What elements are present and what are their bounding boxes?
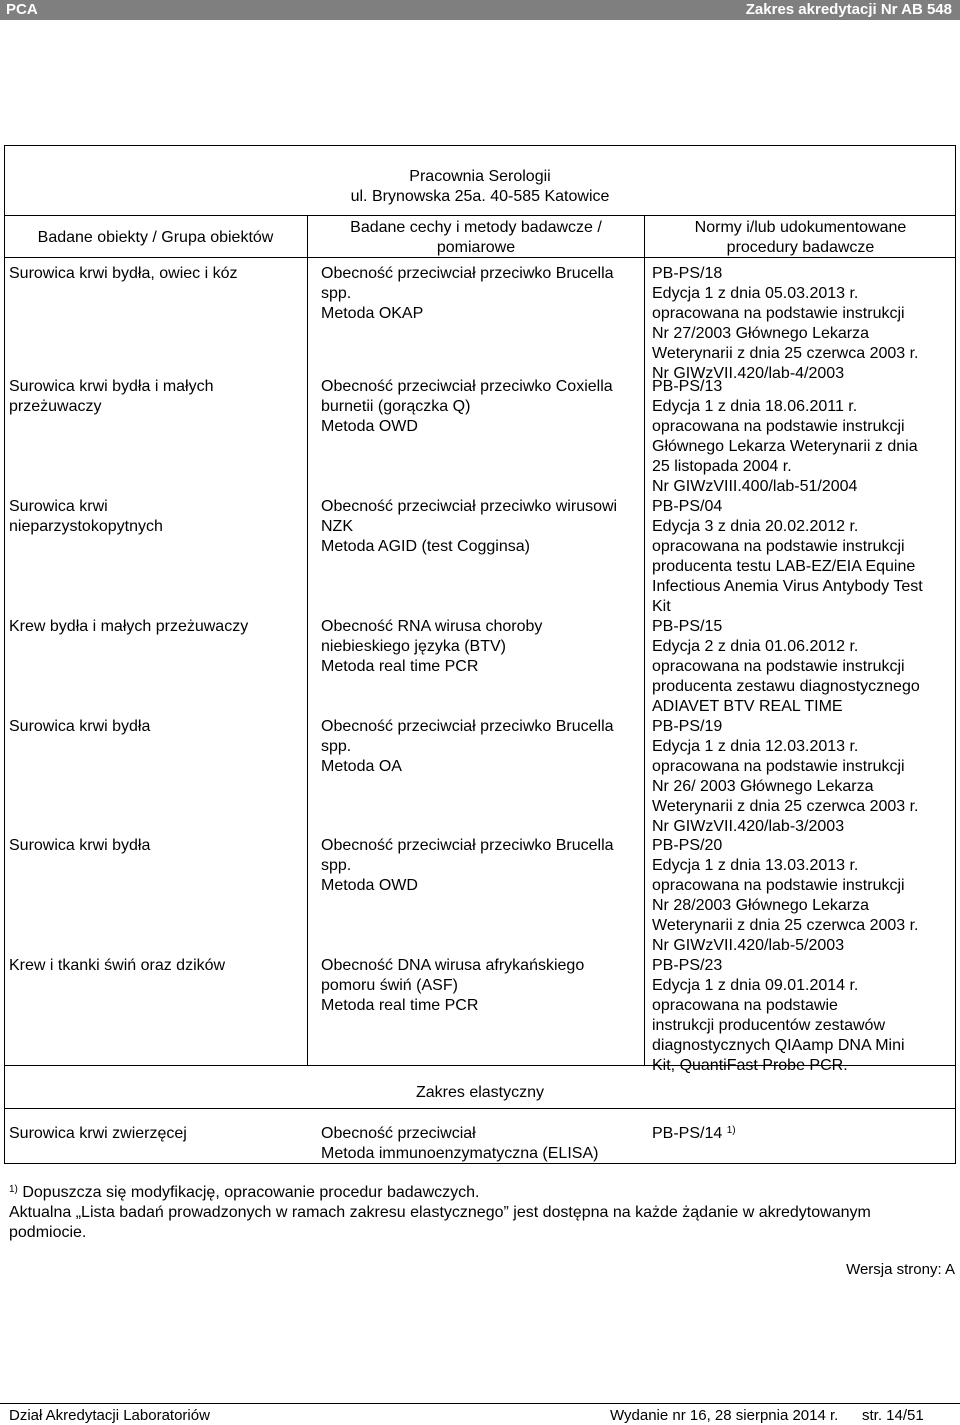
header-accreditation-number: Zakres akredytacji Nr AB 548 — [745, 1, 952, 18]
lab-address: ul. Brynowska 25a. 40-585 Katowice — [350, 188, 610, 205]
row-method-line: Obecność DNA wirusa afrykańskiego — [321, 957, 585, 974]
row-norm — [652, 836, 952, 956]
row-norm-line: Nr GIWzVIII.400/lab-51/2004 — [652, 478, 858, 495]
row-norm-line: opracowana na podstawie instrukcji — [652, 538, 905, 555]
flexible-method: Obecność przeciwciał Metoda immunoenzymatyczna (ELISA) — [321, 1125, 599, 1162]
row-object — [9, 617, 305, 637]
row-method-line: spp. — [321, 285, 352, 302]
row-norm — [652, 497, 952, 617]
row-method-line: NZK — [321, 518, 353, 535]
row-method-line: Metoda OKAP — [321, 305, 424, 322]
row-method-line: spp. — [321, 857, 352, 874]
row-norm — [652, 717, 952, 837]
column-header-objects: Badane obiekty / Grupa obiektów — [37, 229, 274, 246]
row-norm-line: PB-PS/19 — [652, 718, 723, 735]
row-norm-line: diagnostycznych QIAamp DNA Mini — [652, 1037, 905, 1054]
row-norm-line: PB-PS/23 — [652, 957, 723, 974]
row-norm-line: opracowana na podstawie instrukcji — [652, 418, 905, 435]
row-norm-line: Edycja 2 z dnia 01.06.2012 r. — [652, 638, 859, 655]
row-method-line: Obecność przeciwciał przeciwko Brucella — [321, 265, 614, 282]
footnote: $^{1)}$ Dopuszcza się modyfikację, opracowanie procedur badawczych. Aktualna „Lista badań prowadzonych w ramach zakresu elastycznego” jest dostępna na każde żądanie w akredytowanym podmiocie. — [9, 1184, 871, 1241]
column-header-methods: Badane cechy i metody badawcze / pomiarowe — [350, 219, 602, 256]
row-method-line: Metoda real time PCR — [321, 658, 479, 675]
row-method-line: niebieskiego języka (BTV) — [321, 638, 506, 655]
row-object-line: Krew i tkanki świń oraz dzików — [9, 957, 226, 974]
row-norm-line: Edycja 3 z dnia 20.02.2012 r. — [652, 518, 859, 535]
row-norm-line: PB-PS/15 — [652, 618, 723, 635]
column-header-norms: Normy i/lub udokumentowane procedury badawcze — [694, 219, 907, 256]
row-method-line: Metoda OWD — [321, 418, 418, 435]
row-norm-line: opracowana na podstawie instrukcji — [652, 877, 905, 894]
row-method — [321, 836, 641, 896]
row-object-line: Surowica krwi — [9, 498, 108, 515]
row-method — [321, 956, 641, 1016]
row-norm-line: producenta zestawu diagnostycznego — [652, 678, 920, 695]
row-norm-line: Weterynarii z dnia 25 czerwca 2003 r. — [652, 798, 919, 815]
table-divider — [307, 215, 308, 1065]
row-norm — [652, 617, 952, 717]
footer-page-number: str. 14/51 — [862, 1407, 924, 1424]
row-method-line: Metoda real time PCR — [321, 997, 479, 1014]
row-method-line: Obecność przeciwciał przeciwko Coxiella — [321, 378, 613, 395]
row-norm-line: Kit — [652, 598, 671, 615]
row-object — [9, 956, 305, 976]
row-norm-line: Nr 26/ 2003 Głównego Lekarza — [652, 778, 874, 795]
row-object-line: przeżuwaczy — [9, 398, 102, 415]
row-object-line: Surowica krwi bydła i małych — [9, 378, 214, 395]
row-method-line: spp. — [321, 738, 352, 755]
row-method — [321, 617, 641, 677]
row-object-line: nieparzystokopytnych — [9, 518, 163, 535]
row-norm-line: PB-PS/04 — [652, 498, 723, 515]
footer-divider — [0, 1403, 960, 1404]
row-norm-line: Edycja 1 z dnia 09.01.2014 r. — [652, 977, 859, 994]
row-method-line: burnetii (gorączka Q) — [321, 398, 471, 415]
table-divider — [644, 215, 645, 1065]
row-method — [321, 497, 641, 557]
row-method-line: Obecność przeciwciał przeciwko Brucella — [321, 837, 614, 854]
flexible-norm: PB-PS/14 $^{1)}$ — [652, 1125, 736, 1142]
row-object — [9, 377, 305, 417]
row-norm-line: opracowana na podstawie instrukcji — [652, 758, 905, 775]
row-norm-line: opracowana na podstawie — [652, 997, 838, 1014]
row-norm-line: Infectious Anemia Virus Antybody Test — [652, 578, 923, 595]
row-norm-line: Edycja 1 z dnia 12.03.2013 r. — [652, 738, 859, 755]
row-norm-line: Edycja 1 z dnia 13.03.2013 r. — [652, 857, 859, 874]
row-norm-line: opracowana na podstawie instrukcji — [652, 658, 905, 675]
row-norm — [652, 264, 952, 384]
row-norm-line: 25 listopada 2004 r. — [652, 458, 792, 475]
row-norm-line: PB-PS/18 — [652, 265, 723, 282]
row-object-line: Krew bydła i małych przeżuwaczy — [9, 618, 249, 635]
row-method-line: Metoda OWD — [321, 877, 418, 894]
row-norm — [652, 377, 952, 497]
row-method-line: pomoru świń (ASF) — [321, 977, 458, 994]
row-method-line: Obecność przeciwciał przeciwko Brucella — [321, 718, 614, 735]
page-version: Wersja strony: A — [846, 1261, 955, 1278]
row-norm-line: Weterynarii z dnia 25 czerwca 2003 r. — [652, 917, 919, 934]
row-method — [321, 717, 641, 777]
row-norm-line: Kit, QuantiFast Probe PCR. — [652, 1057, 848, 1074]
row-method-line: Metoda AGID (test Cogginsa) — [321, 538, 530, 555]
row-object-line: Surowica krwi bydła — [9, 837, 151, 854]
footer-edition: Wydanie nr 16, 28 sierpnia 2014 r. — [610, 1407, 839, 1424]
row-norm-line: instrukcji producentów zestawów — [652, 1017, 885, 1034]
row-norm-line: PB-PS/13 — [652, 378, 723, 395]
row-norm-line: producenta testu LAB-EZ/EIA Equine — [652, 558, 916, 575]
row-norm-line: Nr GIWzVII.420/lab-3/2003 — [652, 818, 845, 835]
footer-department: Dział Akredytacji Laboratoriów — [9, 1407, 210, 1424]
row-norm-line: Weterynarii z dnia 25 czerwca 2003 r. — [652, 345, 919, 362]
row-object — [9, 717, 305, 737]
row-object — [9, 264, 305, 284]
row-object-line: Surowica krwi bydła, owiec i kóz — [9, 265, 238, 282]
lab-name: Pracownia Serologii — [409, 168, 551, 185]
row-object — [9, 836, 305, 856]
row-norm-line: Nr 28/2003 Głównego Lekarza — [652, 897, 870, 914]
row-method — [321, 377, 641, 437]
row-method-line: Obecność przeciwciał przeciwko wirusowi — [321, 498, 618, 515]
flexible-object: Surowica krwi zwierzęcej — [9, 1125, 187, 1142]
row-method-line: Obecność RNA wirusa choroby — [321, 618, 543, 635]
flexible-scope-title: Zakres elastyczny — [415, 1084, 545, 1101]
row-norm-line: Edycja 1 z dnia 18.06.2011 r. — [652, 398, 858, 415]
row-norm-line: opracowana na podstawie instrukcji — [652, 305, 905, 322]
page-header — [0, 0, 960, 20]
row-method — [321, 264, 641, 324]
row-norm-line: Nr GIWzVII.420/lab-4/2003 — [652, 365, 845, 382]
row-norm — [652, 956, 952, 1076]
row-norm-line: ADIAVET BTV REAL TIME — [652, 698, 843, 715]
row-norm-line: Edycja 1 z dnia 05.03.2013 r. — [652, 285, 859, 302]
row-norm-line: Głównego Lekarza Weterynarii z dnia — [652, 438, 918, 455]
row-norm-line: PB-PS/20 — [652, 837, 723, 854]
header-org: PCA — [6, 1, 38, 18]
table-divider — [4, 215, 956, 216]
row-object — [9, 497, 305, 537]
row-method-line: Metoda OA — [321, 758, 402, 775]
row-object-line: Surowica krwi bydła — [9, 718, 151, 735]
table-divider — [4, 1108, 956, 1109]
row-norm-line: Nr GIWzVII.420/lab-5/2003 — [652, 937, 845, 954]
row-norm-line: Nr 27/2003 Głównego Lekarza — [652, 325, 870, 342]
